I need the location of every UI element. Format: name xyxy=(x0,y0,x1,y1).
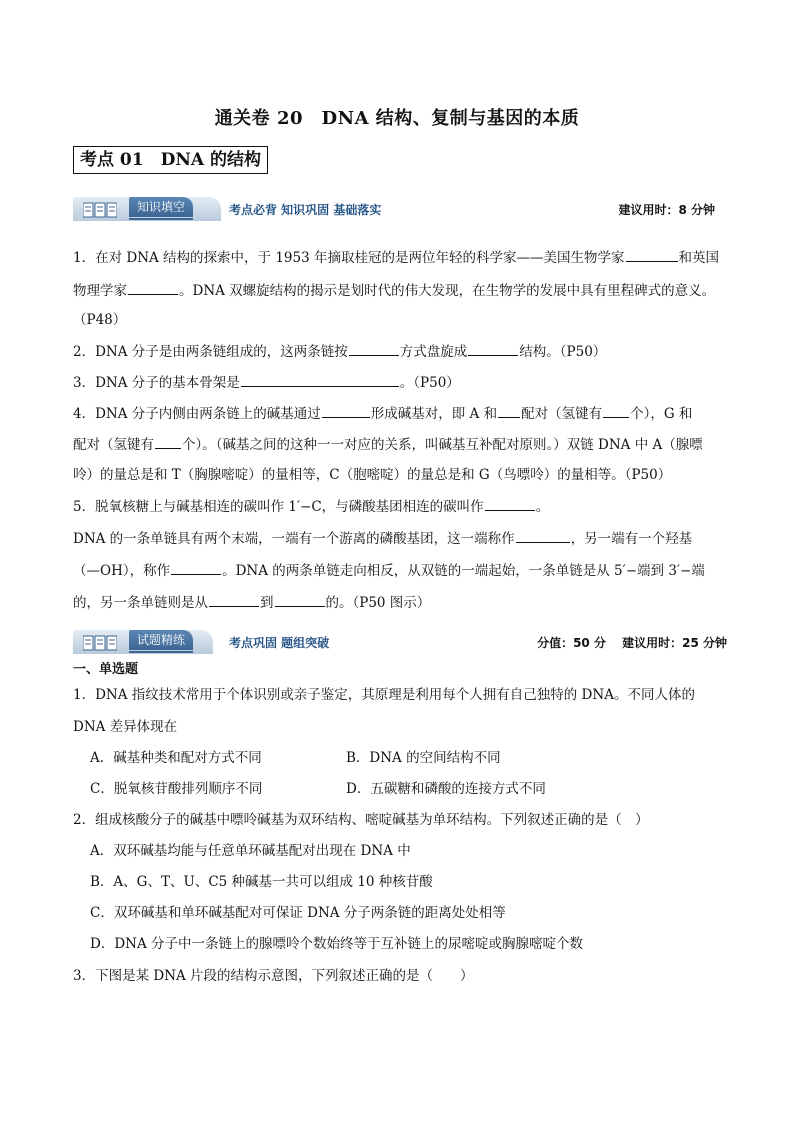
text: 5．脱氧核糖上与碱基相连的碳叫作 1′−C，与磷酸基团相连的碳叫作 xyxy=(73,499,484,515)
section-banner-knowledge xyxy=(73,197,727,221)
fill-blank xyxy=(128,281,178,295)
text: 个）。（碱基之间的这种一一对应的关系，叫碱基互补配对原则。）双链 DNA 中 A（腺嘌 xyxy=(182,437,703,453)
option-d[interactable]: D．五碳糖和磷酸的连接方式不同 xyxy=(346,781,546,797)
knowledge-q4-cont2: 呤）的量总是和 T（胸腺嘧啶）的量相等，C（胞嘧啶）的量总是和 G（鸟嘌呤）的量相等。（P50） xyxy=(73,467,672,483)
banner-label: 试题精练 xyxy=(129,630,193,650)
knowledge-q5 xyxy=(73,497,733,516)
text: 配对（氢键有 xyxy=(521,406,603,422)
text: 结构。（P50） xyxy=(519,344,607,360)
text: ，另一端有一个羟基 xyxy=(570,531,693,547)
text: 。 xyxy=(535,499,550,515)
section-heading: 一、单选题 xyxy=(73,662,139,677)
question-1-cont: DNA 差异体现在 xyxy=(73,719,178,735)
text: 4．DNA 分子内侧由两条链上的碱基通过 xyxy=(73,406,321,422)
banner-time: 建议用时：8 分钟 xyxy=(618,203,715,217)
knowledge-q4 xyxy=(73,404,733,423)
knowledge-q2 xyxy=(73,342,733,361)
fill-blank xyxy=(498,404,520,418)
fill-blank xyxy=(171,561,221,575)
text: 的。（P50 图示） xyxy=(325,595,431,611)
banner-subtitle: 考点巩固 题组突破 xyxy=(229,636,330,650)
knowledge-q3 xyxy=(73,373,733,392)
text: （—OH），称作 xyxy=(73,563,171,579)
banner-label: 知识填空 xyxy=(129,197,193,217)
topic-heading: 考点 01 DNA 的结构 xyxy=(73,146,268,174)
text: DNA 的一条单链具有两个末端，一端有一个游离的磷酸基团，这一端称作 xyxy=(73,531,515,547)
knowledge-q4-cont xyxy=(73,435,733,454)
book-icon xyxy=(83,202,117,218)
fill-blank xyxy=(485,497,535,511)
question-3: 3．下图是某 DNA 片段的结构示意图，下列叙述正确的是（ ） xyxy=(73,968,474,984)
knowledge-q5-cont xyxy=(73,529,733,548)
option-b[interactable]: B．A、G、T、U、C5 种碱基一共可以组成 10 种核苷酸 xyxy=(90,874,433,890)
knowledge-q1 xyxy=(73,248,733,267)
fill-blank xyxy=(468,342,518,356)
banner-underline xyxy=(129,218,193,220)
fill-blank xyxy=(603,404,629,418)
text: 的，另一条单链则是从 xyxy=(73,595,208,611)
question-2: 2．组成核酸分子的碱基中嘌呤碱基为双环结构、嘧啶碱基为单环结构。下列叙述正确的是（ ） xyxy=(73,812,649,828)
banner-underline xyxy=(129,651,193,653)
knowledge-q5-cont3 xyxy=(73,593,733,612)
option-a[interactable]: A．碱基种类和配对方式不同 xyxy=(90,750,262,766)
text: 2．DNA 分子是由两条链组成的，这两条链按 xyxy=(73,344,348,360)
fill-blank xyxy=(155,435,181,449)
text: 个），G 和 xyxy=(630,406,693,422)
text: 。（P50） xyxy=(399,375,460,391)
fill-blank xyxy=(516,529,570,543)
text: 到 xyxy=(260,595,274,611)
fill-blank xyxy=(241,373,399,387)
text: 和英国 xyxy=(678,250,719,266)
text: 方式盘旋成 xyxy=(399,344,468,360)
question-1: 1．DNA 指纹技术常用于个体识别或亲子鉴定，其原理是利用每个人拥有自己独特的 DNA。不同人体的 xyxy=(73,687,695,703)
text: 配对（氢键有 xyxy=(73,437,154,453)
text: 3．DNA 分子的基本骨架是 xyxy=(73,375,240,391)
knowledge-q1-page: （P48） xyxy=(73,312,127,328)
option-b[interactable]: B．DNA 的空间结构不同 xyxy=(346,750,501,766)
document-title: 通关卷 20 DNA 结构、复制与基因的本质 xyxy=(214,108,580,129)
text: 物理学家 xyxy=(73,283,127,299)
book-icon xyxy=(83,635,117,651)
option-d[interactable]: D．DNA 分子中一条链上的腺嘌呤个数始终等于互补链上的尿嘧啶或胸腺嘧啶个数 xyxy=(90,936,583,952)
option-c[interactable]: C．脱氧核苷酸排列顺序不同 xyxy=(90,781,263,797)
fill-blank xyxy=(626,248,678,262)
text: 形成碱基对，即 A 和 xyxy=(370,406,498,422)
knowledge-q1-cont xyxy=(73,281,733,300)
section-banner-practice xyxy=(73,630,727,654)
banner-score-time: 分值：50 分 建议用时：25 分钟 xyxy=(537,636,727,650)
fill-blank xyxy=(349,342,399,356)
fill-blank xyxy=(209,593,259,607)
fill-blank xyxy=(322,404,370,418)
banner-subtitle: 考点必背 知识巩固 基础落实 xyxy=(229,203,382,217)
fill-blank xyxy=(275,593,325,607)
text: 。DNA 双螺旋结构的揭示是划时代的伟大发现，在生物学的发展中具有里程碑式的意义。 xyxy=(179,283,716,299)
knowledge-q5-cont2 xyxy=(73,561,733,580)
text: 1．在对 DNA 结构的探索中，于 1953 年摘取桂冠的是两位年轻的科学家——美国生物学家 xyxy=(73,250,625,266)
text: 。DNA 的两条单链走向相反，从双链的一端起始，一条单链是从 5′−端到 3′−端 xyxy=(222,563,705,579)
option-a[interactable]: A．双环碱基均能与任意单环碱基配对出现在 DNA 中 xyxy=(90,843,411,859)
option-c[interactable]: C．双环碱基和单环碱基配对可保证 DNA 分子两条链的距离处处相等 xyxy=(90,905,506,921)
